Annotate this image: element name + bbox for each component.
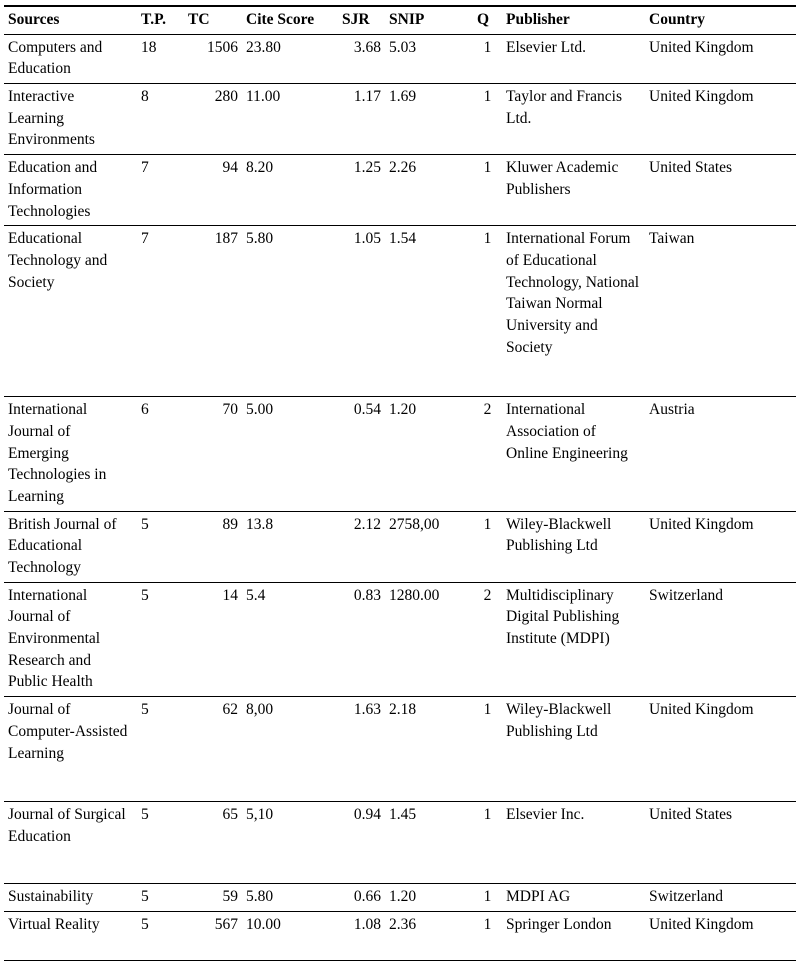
table-row	[4, 511, 796, 582]
cell-snip-text: 1.20	[389, 888, 417, 906]
cell-country-text: United Kingdom	[649, 515, 754, 533]
cell-cite-score-text: 8,00	[246, 701, 274, 719]
cell-publisher-text: International Association of Online Engineering	[506, 401, 628, 462]
cell-country-text: United States	[649, 159, 733, 177]
cell-snip-text: 5.03	[389, 38, 417, 56]
cell-publisher	[502, 84, 645, 155]
cell-cite-score-text: 5,10	[246, 806, 274, 824]
cell-tp	[137, 697, 184, 802]
cell-q	[473, 34, 502, 83]
cell-country-text: United Kingdom	[649, 38, 754, 56]
cell-snip-text: 1.54	[389, 230, 417, 248]
cell-country	[645, 397, 796, 511]
cell-tp	[137, 884, 184, 912]
cell-sjr	[338, 582, 385, 696]
cell-snip-text: 1.45	[389, 806, 417, 824]
cell-tp-text: 5	[141, 915, 149, 933]
cell-publisher	[502, 802, 645, 884]
cell-publisher	[502, 226, 645, 397]
cell-snip	[385, 697, 473, 802]
cell-country	[645, 911, 796, 960]
cell-q	[473, 884, 502, 912]
cell-q-text: 1	[483, 701, 492, 719]
cell-publisher	[502, 697, 645, 802]
cell-q-text: 1	[483, 230, 492, 248]
cell-publisher-text: Taylor and Francis Ltd.	[506, 88, 622, 127]
cell-tp	[137, 397, 184, 511]
cell-cite-score-text: 23.80	[246, 38, 281, 56]
cell-country-text: United States	[649, 806, 733, 824]
cell-country	[645, 697, 796, 802]
cell-cite-score-text: 5.4	[246, 586, 266, 604]
table-row	[4, 582, 796, 696]
cell-country-text: Switzerland	[649, 586, 724, 604]
cell-sjr	[338, 397, 385, 511]
cell-source-text: International Journal of Emerging Technologies in Learning	[8, 401, 107, 505]
cell-source	[4, 582, 137, 696]
cell-sjr-text: 1.25	[353, 159, 381, 177]
cell-tc-text: 567	[214, 915, 238, 933]
cell-snip	[385, 884, 473, 912]
cell-country-text: United Kingdom	[649, 915, 754, 933]
cell-tc	[184, 34, 242, 83]
cell-cite-score-text: 5.00	[246, 401, 274, 419]
cell-cite-score	[242, 511, 338, 582]
cell-sjr-text: 1.63	[353, 701, 381, 719]
cell-source-text: Interactive Learning Environments	[8, 88, 95, 149]
sources-table	[4, 5, 796, 961]
cell-cite-score-text: 10.00	[246, 915, 281, 933]
cell-country	[645, 155, 796, 226]
cell-q-text: 1	[483, 88, 492, 106]
cell-source	[4, 511, 137, 582]
cell-cite-score	[242, 155, 338, 226]
cell-snip-text: 2.36	[389, 915, 417, 933]
column-header-publisher: Publisher	[502, 6, 645, 34]
cell-publisher	[502, 884, 645, 912]
cell-q-text: 1	[483, 159, 492, 177]
cell-source	[4, 697, 137, 802]
cell-country-text: Switzerland	[649, 888, 724, 906]
cell-sjr	[338, 911, 385, 960]
table-row	[4, 34, 796, 83]
cell-country-text: Taiwan	[649, 230, 695, 248]
cell-snip-text: 1.69	[389, 88, 417, 106]
cell-source-text: Educational Technology and Society	[8, 230, 108, 291]
cell-tp-text: 5	[141, 806, 149, 824]
cell-publisher-text: Kluwer Academic Publishers	[506, 159, 619, 198]
cell-source	[4, 884, 137, 912]
cell-cite-score-text: 5.80	[246, 230, 274, 248]
cell-q	[473, 397, 502, 511]
cell-source-text: British Journal of Educational Technology	[8, 515, 117, 576]
cell-snip	[385, 226, 473, 397]
cell-source-text: Sustainability	[8, 888, 94, 906]
cell-publisher	[502, 511, 645, 582]
cell-tp	[137, 155, 184, 226]
column-header-sjr: SJR	[338, 6, 385, 34]
table-row	[4, 84, 796, 155]
cell-q-text: 1	[483, 806, 492, 824]
cell-snip	[385, 34, 473, 83]
cell-sjr-text: 3.68	[353, 38, 381, 56]
cell-source-text: Journal of Surgical Education	[8, 806, 126, 845]
cell-tp	[137, 511, 184, 582]
cell-country	[645, 582, 796, 696]
column-header-tc: TC	[184, 6, 242, 34]
cell-source-text: International Journal of Environmental Research and Public Health	[8, 586, 101, 691]
cell-tp-text: 8	[141, 88, 149, 106]
cell-sjr	[338, 226, 385, 397]
cell-country	[645, 884, 796, 912]
cell-source	[4, 34, 137, 83]
cell-q	[473, 697, 502, 802]
table-body	[4, 34, 796, 960]
cell-tp	[137, 34, 184, 83]
cell-publisher-text: International Forum of Educational Technology, National Taiwan Normal University and Society	[506, 230, 640, 356]
cell-sjr	[338, 511, 385, 582]
cell-source	[4, 802, 137, 884]
cell-source-text: Computers and Education	[8, 38, 103, 78]
cell-publisher-text: Springer London	[506, 915, 612, 933]
cell-country	[645, 511, 796, 582]
cell-tp-text: 5	[141, 701, 149, 719]
cell-country	[645, 84, 796, 155]
cell-tc	[184, 911, 242, 960]
cell-source-text: Journal of Computer-Assisted Learning	[8, 701, 128, 762]
cell-q	[473, 511, 502, 582]
cell-cite-score	[242, 34, 338, 83]
cell-sjr-text: 0.83	[353, 586, 381, 604]
cell-tc	[184, 802, 242, 884]
cell-publisher-text: Wiley-Blackwell Publishing Ltd	[506, 515, 612, 555]
column-header-q: Q	[473, 6, 502, 34]
cell-q-text: 1	[483, 515, 492, 533]
cell-tp	[137, 802, 184, 884]
cell-tc-text: 187	[214, 230, 238, 248]
cell-q	[473, 582, 502, 696]
cell-q	[473, 84, 502, 155]
cell-cite-score	[242, 226, 338, 397]
cell-cite-score-text: 13.8	[246, 515, 274, 533]
cell-snip-text: 2758,00	[389, 515, 440, 533]
cell-source-text: Education and Information Technologies	[8, 159, 98, 220]
column-header-sources: Sources	[4, 6, 137, 34]
cell-sjr-text: 0.94	[353, 806, 381, 824]
cell-snip	[385, 582, 473, 696]
cell-sjr-text: 2.12	[353, 515, 381, 533]
table-header	[4, 6, 796, 34]
column-header-tp: T.P.	[137, 6, 184, 34]
cell-tc	[184, 397, 242, 511]
cell-sjr	[338, 884, 385, 912]
cell-cite-score	[242, 397, 338, 511]
cell-source	[4, 226, 137, 397]
cell-sjr	[338, 84, 385, 155]
table-row	[4, 397, 796, 511]
cell-tc	[184, 884, 242, 912]
cell-snip-text: 1280.00	[389, 586, 440, 604]
column-header-snip: SNIP	[385, 6, 473, 34]
cell-publisher-text: Multidisciplinary Digital Publishing Institute (MDPI)	[506, 586, 620, 648]
cell-tp-text: 6	[141, 401, 149, 419]
cell-snip	[385, 84, 473, 155]
cell-cite-score	[242, 84, 338, 155]
cell-q-text: 1	[483, 888, 492, 906]
cell-snip	[385, 155, 473, 226]
cell-cite-score-text: 11.00	[246, 88, 281, 106]
cell-country	[645, 226, 796, 397]
cell-snip	[385, 802, 473, 884]
cell-source	[4, 397, 137, 511]
cell-publisher	[502, 155, 645, 226]
cell-sjr	[338, 155, 385, 226]
cell-source	[4, 84, 137, 155]
header-row	[4, 6, 796, 34]
cell-source	[4, 155, 137, 226]
cell-tc-text: 62	[222, 701, 238, 719]
cell-tc	[184, 84, 242, 155]
cell-tp	[137, 911, 184, 960]
cell-tc-text: 59	[222, 888, 238, 906]
cell-q-text: 1	[483, 915, 492, 933]
cell-tp-text: 18	[141, 38, 157, 56]
cell-snip-text: 2.26	[389, 159, 417, 177]
cell-cite-score	[242, 697, 338, 802]
cell-tc-text: 65	[222, 806, 238, 824]
cell-tp-text: 5	[141, 586, 149, 604]
cell-tp-text: 5	[141, 888, 149, 906]
cell-cite-score	[242, 911, 338, 960]
cell-snip	[385, 911, 473, 960]
cell-tc-text: 94	[222, 159, 238, 177]
cell-cite-score	[242, 884, 338, 912]
cell-publisher-text: Wiley-Blackwell Publishing Ltd	[506, 701, 612, 740]
cell-publisher-text: Elsevier Inc.	[506, 806, 585, 824]
table-row	[4, 802, 796, 884]
cell-tp	[137, 84, 184, 155]
table-row	[4, 697, 796, 802]
cell-tc-text: 14	[222, 586, 238, 604]
cell-sjr	[338, 34, 385, 83]
cell-snip-text: 2.18	[389, 701, 417, 719]
cell-publisher	[502, 34, 645, 83]
cell-tp-text: 7	[141, 159, 149, 177]
cell-sjr	[338, 697, 385, 802]
cell-sjr-text: 0.54	[353, 401, 381, 419]
cell-q-text: 2	[483, 401, 492, 419]
cell-country-text: United Kingdom	[649, 701, 754, 719]
cell-source	[4, 911, 137, 960]
cell-q-text: 2	[483, 586, 492, 604]
cell-publisher-text: Elsevier Ltd.	[506, 38, 587, 56]
table-row	[4, 226, 796, 397]
column-header-country: Country	[645, 6, 796, 34]
cell-source-text: Virtual Reality	[8, 915, 100, 933]
table-row	[4, 884, 796, 912]
cell-sjr-text: 0.66	[353, 888, 381, 906]
cell-tc	[184, 155, 242, 226]
cell-country	[645, 802, 796, 884]
cell-sjr-text: 1.05	[353, 230, 381, 248]
document-page	[0, 5, 800, 933]
cell-sjr-text: 1.08	[353, 915, 381, 933]
cell-publisher	[502, 911, 645, 960]
cell-country	[645, 34, 796, 83]
cell-tc	[184, 226, 242, 397]
column-header-cite-score: Cite Score	[242, 6, 338, 34]
cell-sjr-text: 1.17	[353, 88, 381, 106]
cell-cite-score	[242, 582, 338, 696]
table-row	[4, 911, 796, 960]
cell-tc	[184, 511, 242, 582]
cell-q	[473, 226, 502, 397]
cell-tc	[184, 697, 242, 802]
cell-q	[473, 155, 502, 226]
cell-cite-score-text: 8.20	[246, 159, 274, 177]
cell-tc-text: 70	[222, 401, 238, 419]
cell-country-text: United Kingdom	[649, 88, 754, 106]
cell-tp	[137, 226, 184, 397]
cell-q-text: 1	[483, 38, 492, 56]
cell-publisher	[502, 582, 645, 696]
cell-q	[473, 911, 502, 960]
cell-cite-score-text: 5.80	[246, 888, 274, 906]
cell-snip	[385, 511, 473, 582]
table-row	[4, 155, 796, 226]
cell-snip	[385, 397, 473, 511]
cell-q	[473, 802, 502, 884]
cell-publisher	[502, 397, 645, 511]
cell-sjr	[338, 802, 385, 884]
cell-tp-text: 7	[141, 230, 149, 248]
cell-tc-text: 1506	[207, 38, 238, 56]
cell-country-text: Austria	[649, 401, 695, 419]
cell-tp-text: 5	[141, 515, 149, 533]
cell-publisher-text: MDPI AG	[506, 888, 571, 906]
cell-tp	[137, 582, 184, 696]
cell-tc-text: 280	[214, 88, 238, 106]
cell-cite-score	[242, 802, 338, 884]
cell-snip-text: 1.20	[389, 401, 417, 419]
cell-tc	[184, 582, 242, 696]
cell-tc-text: 89	[222, 515, 238, 533]
